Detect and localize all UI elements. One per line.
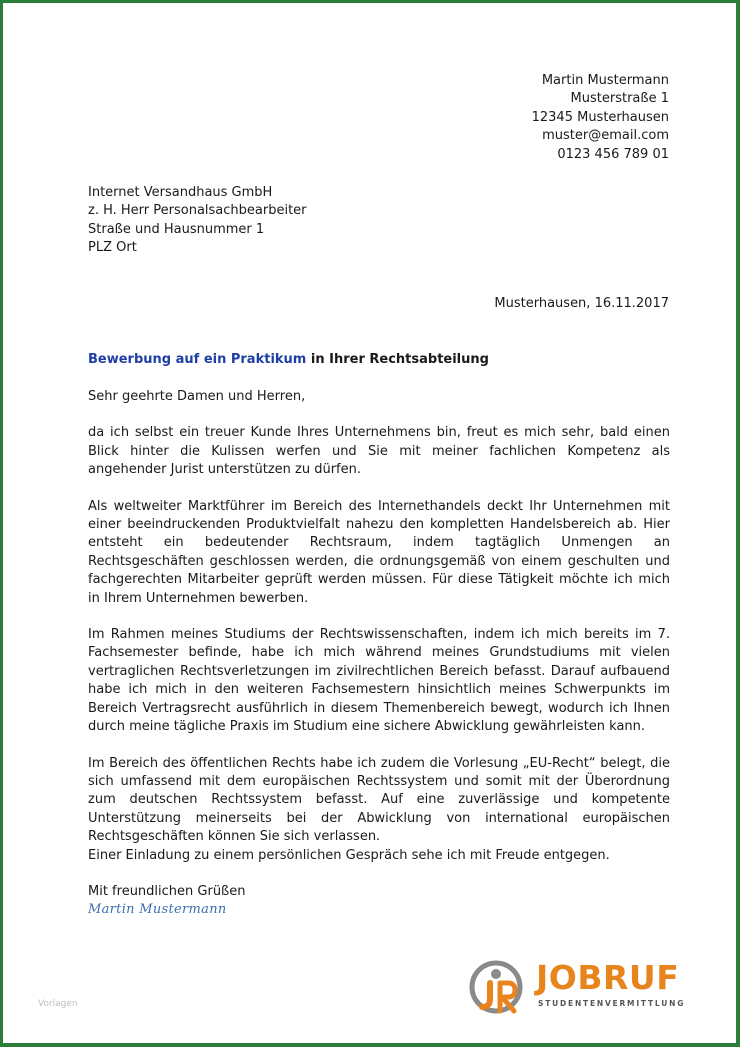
recipient-street: Straße und Hausnummer 1 (88, 221, 265, 237)
logo-wordmark: JOBRUF (536, 958, 680, 997)
subject-rest: in Ihrer Rechtsabteilung (306, 352, 489, 367)
jobruf-logo (468, 957, 686, 1017)
paragraph: da ich selbst ein treuer Kunde Ihres Unternehmens bin, freut es mich sehr, bald einen Blick hinter die Kulissen werfen und Sie mit meiner fachlichen Kompetenz als angehender Jurist unterstützen zu dürfen. (88, 425, 670, 478)
sender-city: 12345 Musterhausen (531, 109, 669, 125)
recipient-attention: z. H. Herr Personalsachbearbeiter (88, 203, 307, 219)
jobruf-logo-icon (468, 957, 532, 1017)
footer-note: Vorlagen (38, 999, 78, 1009)
sender-block (532, 72, 669, 164)
letter-date: Musterhausen, 16.11.2017 (494, 296, 669, 311)
recipient-company: Internet Versandhaus GmbH (88, 185, 273, 200)
subject-highlight: Bewerbung auf ein Praktikum (88, 352, 307, 367)
recipient-block (88, 184, 307, 258)
sender-name: Martin Mustermann (541, 73, 669, 88)
closing: Mit freundlichen Grüßen (88, 883, 246, 899)
subject-line (88, 351, 489, 369)
paragraph: Im Bereich des öffentlichen Rechts habe ich zudem die Vorlesung „EU-Recht“ belegt, die sich umfassend mit dem europäischen Rechtssystem und somit mit der Überordnung zum deutschen Rechtssystem befasst. Auf eine zuverlässige und kompetente Unterstützung meinerseits bei der Abwicklung von international europäischen Rechtsgeschäften können Sie sich verlassen. (88, 755, 670, 845)
sender-street: Musterstraße 1 (570, 91, 669, 107)
sender-phone: 0123 456 789 01 (557, 146, 669, 162)
logo-tagline: STUDENTENVERMITTLUNG (538, 999, 686, 1008)
paragraph: Im Rahmen meines Studiums der Rechtswissenschaften, indem ich mich bereits im 7. Fachsemester befinde, habe ich mich während meines Grundstudiums mit vielen vertraglichen Rechtsverletzungen im zivilrechtlichen Bereich befasst. Darauf aufbauend habe ich mich in den weiteren Fachsemestern hinsichtlich meines Schwerpunkts im Bereich Vertragsrecht ausführlich in diesem Themenbereich bewegt, wodurch ich Ihnen durch meine tägliche Praxis im Studium eine sichere Abwicklung gewährleisten kann. (88, 627, 670, 735)
sender-email: muster@email.com (542, 128, 669, 144)
invitation: Einer Einladung zu einem persönlichen Gespräch sehe ich mit Freude entgegen. (88, 847, 610, 863)
letter-body (88, 388, 670, 920)
letter-page (3, 3, 736, 1043)
signature: Martin Mustermann (88, 902, 227, 918)
paragraph: Als weltweiter Marktführer im Bereich des Internethandels deckt Ihr Unternehmen mit einer beeindruckenden Produktvielfalt nahezu den kompletten Handelsbereich ab. Hier entsteht ein bedeutender Rechtsraum, indem tagtäglich Unmengen an Rechtsgeschäften geschlossen werden, die ordnungsgemäß von einem geschulten und fachgerechten Mitarbeiter geprüft werden müssen. Für diese Tätigkeit möchte ich mich in Ihrem Unternehmen bewerben. (88, 498, 670, 606)
recipient-city: PLZ Ort (88, 240, 137, 256)
salutation: Sehr geehrte Damen und Herren, (88, 389, 306, 404)
